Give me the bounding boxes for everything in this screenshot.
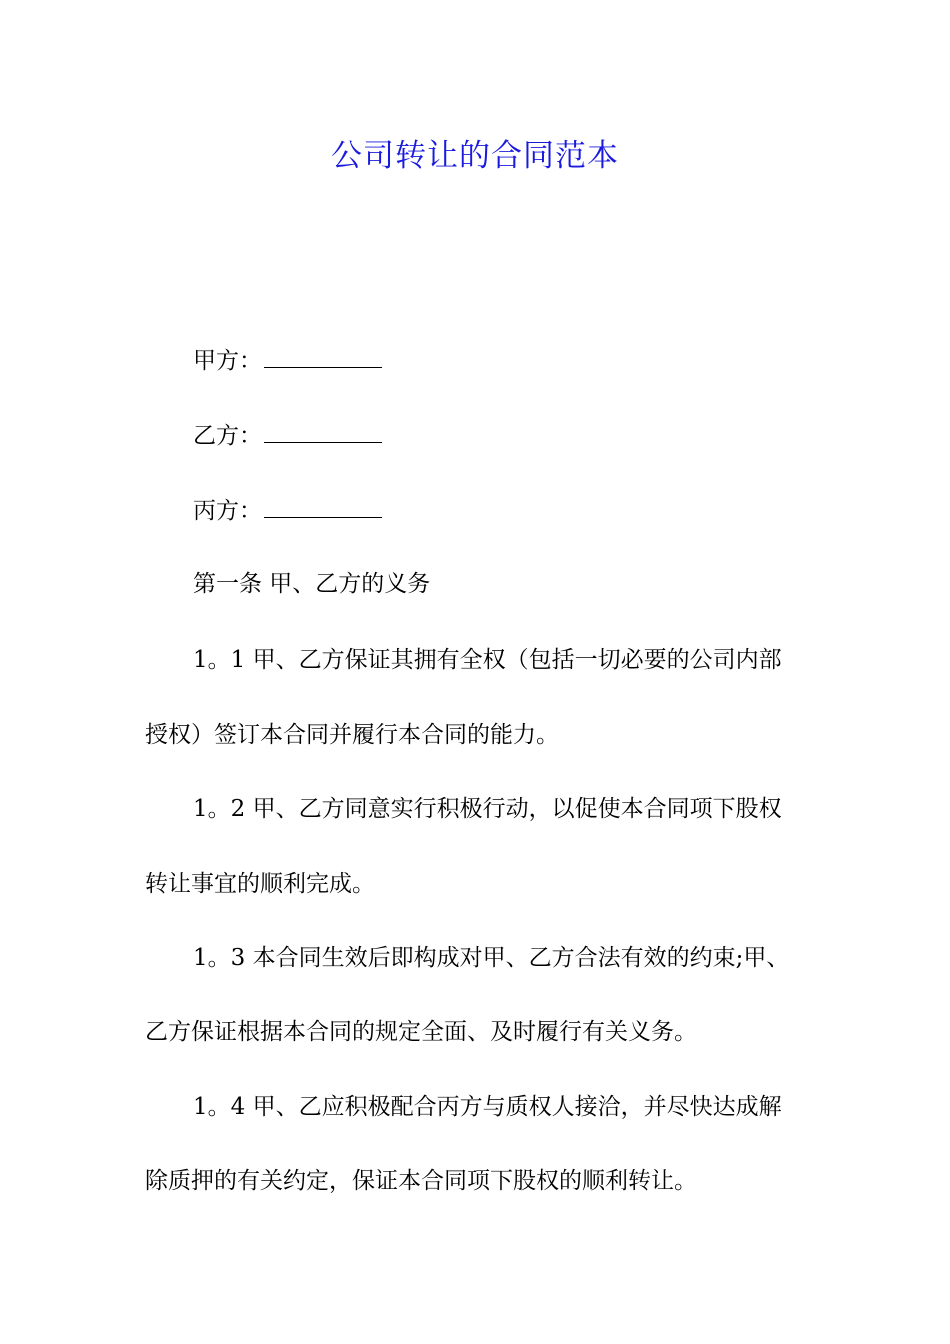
party-a-blank — [264, 345, 382, 368]
paragraph-1-1-line-2: 授权）签订本合同并履行本合同的能力。 — [145, 722, 559, 748]
party-b-blank — [264, 420, 382, 443]
party-c-label: 丙方： — [193, 498, 262, 524]
paragraph-1-4-line-2: 除质押的有关约定，保证本合同项下股权的顺利转让。 — [145, 1168, 697, 1194]
party-b-label: 乙方： — [193, 423, 262, 449]
article-1-heading: 第一条 甲、乙方的义务 — [193, 571, 431, 597]
paragraph-1-3-line-2: 乙方保证根据本合同的规定全面、及时履行有关义务。 — [145, 1019, 697, 1045]
party-b-line — [145, 420, 873, 451]
party-a-line — [145, 345, 873, 376]
party-c-blank — [264, 495, 382, 518]
paragraph-1-1-line-1: 1。1 甲、乙方保证其拥有全权（包括一切必要的公司内部 — [193, 647, 782, 673]
paragraph-1-2-line-1: 1。2 甲、乙方同意实行积极行动，以促使本合同项下股权 — [193, 796, 782, 822]
document-title: 公司转让的合同范本 — [331, 138, 619, 174]
paragraph-1-4-line-1: 1。4 甲、乙应积极配合丙方与质权人接洽，并尽快达成解 — [193, 1094, 782, 1120]
party-a-label: 甲方： — [193, 348, 262, 374]
paragraph-1-2-line-2: 转让事宜的顺利完成。 — [145, 871, 375, 897]
paragraph-1-3-line-1: 1。3 本合同生效后即构成对甲、乙方合法有效的约束;甲、 — [193, 945, 790, 971]
party-c-line — [145, 495, 873, 526]
